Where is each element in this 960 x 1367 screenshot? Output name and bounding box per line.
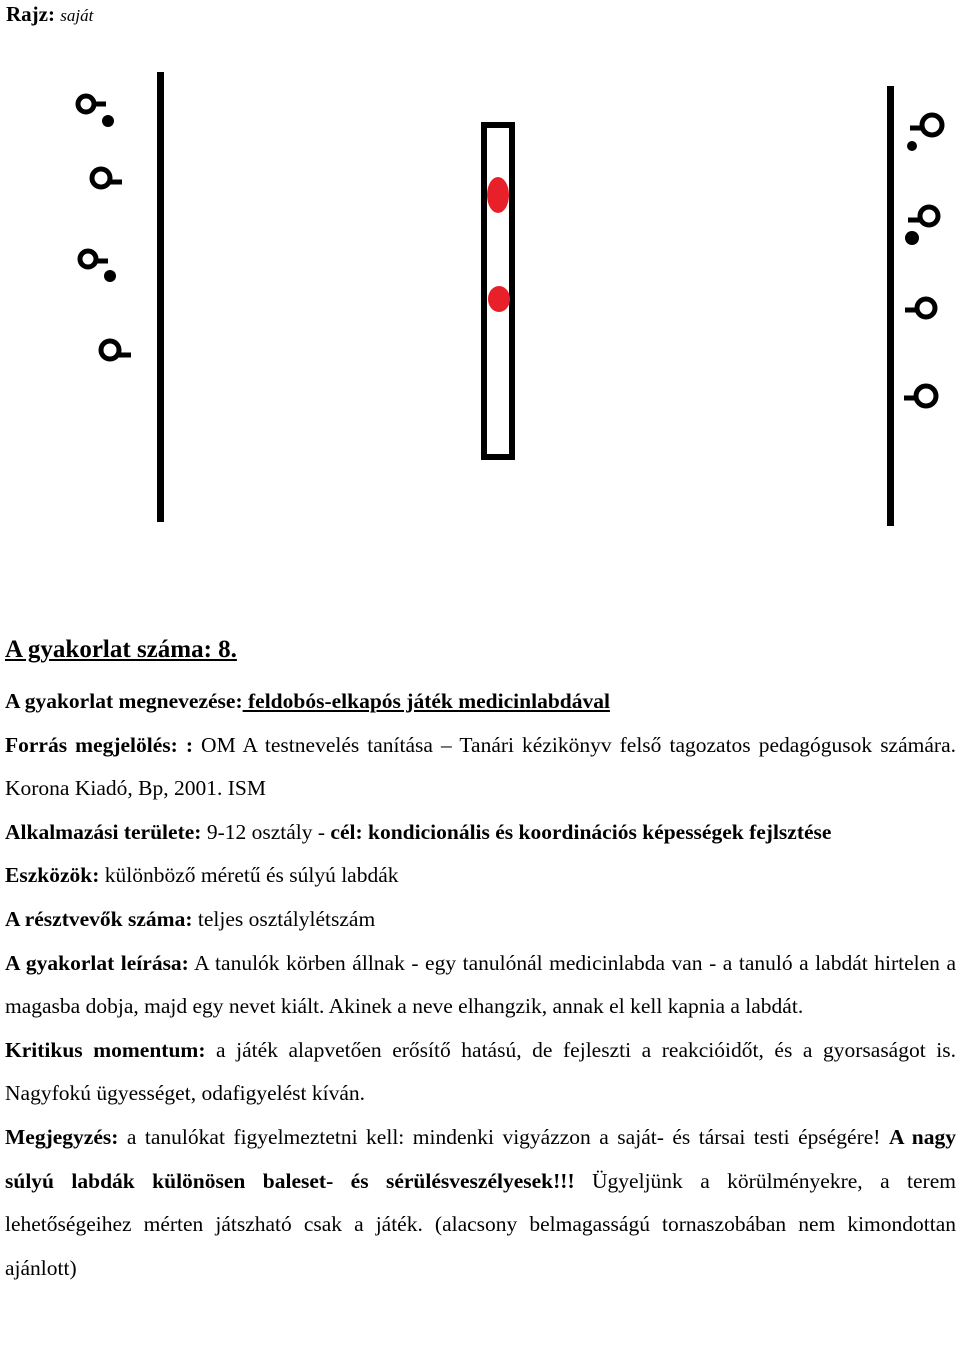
description-value: A tanulók körben állnak - egy tanulónál medicinlabda van - a tanuló a labdát hirtelen a magasba dobja, majd egy nevet kiált. Akinek a neve elhangzik, annak el kell kapnia a labdát. <box>5 950 956 1019</box>
participants-value: teljes osztálylétszám <box>192 906 376 931</box>
right-player-3 <box>905 299 935 317</box>
left-player-4 <box>101 341 131 359</box>
critical-value: a játék alapvetően erősítő hatású, de fejleszti a reakcióidőt, és a gyorsaságot is. Nagyfokú ügyességet, odafigyelést kíván. <box>5 1037 956 1106</box>
name-label: A gyakorlat megnevezése: <box>5 689 243 713</box>
left-ball-1 <box>102 115 114 127</box>
note-warning: A nagy súlyú labdák különösen baleset- és sérülésveszélyesek!!! <box>5 1124 956 1193</box>
exercise-drawing <box>0 40 960 540</box>
source-value: OM A testnevelés tanítása – Tanári kézikönyv felső tagozatos pedagógusok számára. Korona Kiadó, Bp, 2001. ISM <box>5 732 956 801</box>
tools-row <box>5 854 956 898</box>
left-ball-3 <box>104 270 116 282</box>
right-player-4 <box>904 386 936 406</box>
goal-label: cél: kondicionális és koordinációs képességek fejlsztése <box>330 819 832 844</box>
right-player-2 <box>908 207 938 225</box>
note-value-2: Ügyeljünk a körülményekre, a terem lehetőségeihez mérten játszható csak a játék. (alacsony belmagasságú tornaszobában nem kimondottan ajánlott) <box>5 1168 956 1280</box>
ball-red-2 <box>488 286 510 312</box>
critical-row <box>5 1029 956 1116</box>
note-row <box>5 1116 956 1290</box>
area-row <box>5 811 956 855</box>
name-row <box>5 680 956 724</box>
left-line <box>157 72 164 522</box>
caption-value: saját <box>60 6 94 25</box>
note-label: Megjegyzés: <box>5 1124 119 1149</box>
caption-label: Rajz: <box>6 2 55 26</box>
source-label: Forrás megjelölés: : <box>5 732 193 757</box>
right-ball-2 <box>905 231 919 245</box>
critical-label: Kritikus momentum: <box>5 1037 206 1062</box>
area-value: 9-12 osztály - <box>201 819 331 844</box>
participants-row <box>5 898 956 942</box>
right-ball-1 <box>907 141 917 151</box>
description-row <box>5 942 956 1029</box>
exercise-title: A gyakorlat száma: 8. <box>5 636 237 663</box>
tools-value: különböző méretű és súlyú labdák <box>99 863 399 888</box>
drawing-caption <box>6 2 93 27</box>
description-label: A gyakorlat leírása: <box>5 950 189 975</box>
ball-red-1 <box>487 177 509 213</box>
left-player-2 <box>92 169 122 187</box>
tools-label: Eszközök: <box>5 863 100 888</box>
right-line <box>887 86 894 526</box>
note-value-1: a tanulókat figyelmeztetni kell: mindenki vigyázzon a saját- és társai testi épségére! <box>118 1124 889 1149</box>
area-label: Alkalmazási területe: <box>5 819 202 844</box>
source-row <box>5 724 956 811</box>
name-value: feldobós-elkapós játék medicinlabdával <box>242 689 610 713</box>
participants-label: A résztvevők száma: <box>5 906 193 931</box>
right-player-1 <box>910 115 942 135</box>
exercise-body <box>5 680 956 1290</box>
left-player-3 <box>80 251 108 267</box>
left-player-1 <box>78 96 106 112</box>
